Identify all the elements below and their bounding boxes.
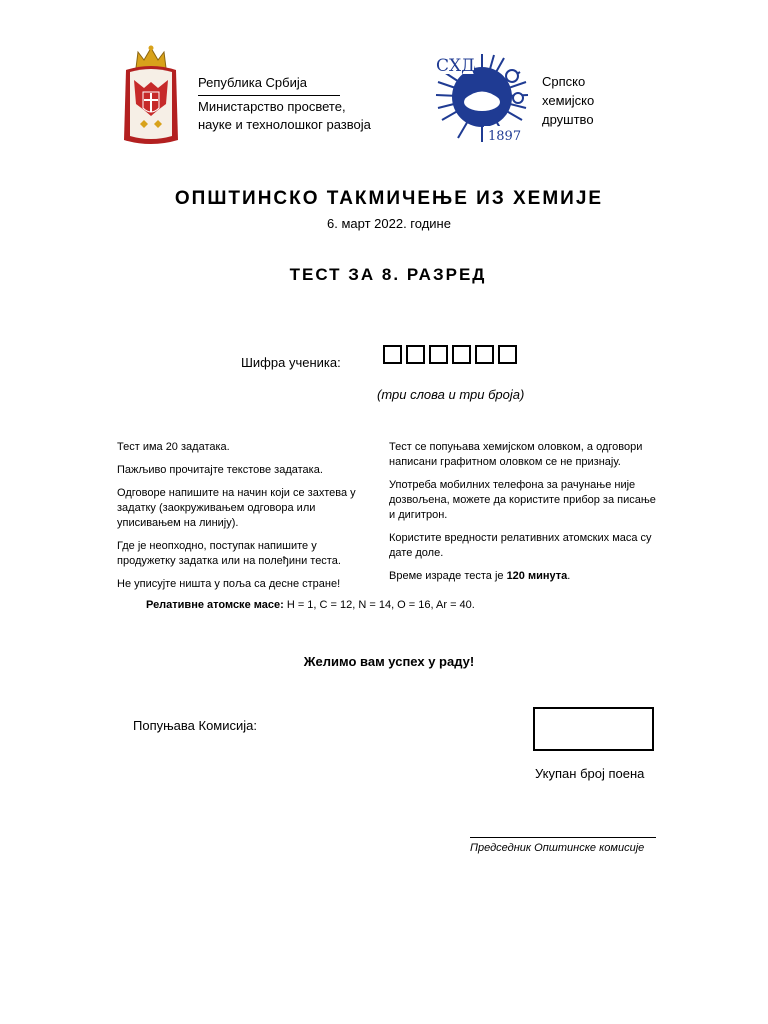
total-points-label: Укупан број поена bbox=[535, 766, 645, 781]
date-label: 6. март 2022. године bbox=[327, 216, 451, 231]
society-label-line2: хемијско bbox=[542, 93, 595, 108]
instruction-item: Тест се попуњава хемијском оловком, а одговори написани графитном оловком се не признају. bbox=[389, 441, 643, 468]
instruction-item: Тест има 20 задатака. bbox=[117, 441, 230, 453]
code-box[interactable] bbox=[429, 345, 448, 364]
instruction-item: Где је неопходно, поступак напишите у продужетку задатка или на полеђини теста. bbox=[117, 540, 341, 567]
commission-label: Попуњава Комисија: bbox=[133, 718, 258, 733]
atomic-masses-label: Релативне атомске масе: bbox=[146, 599, 284, 611]
society-label-line3: друштво bbox=[542, 112, 594, 127]
atomic-masses bbox=[146, 598, 475, 613]
society-label-line1: Српско bbox=[542, 74, 586, 89]
code-box[interactable] bbox=[406, 345, 425, 364]
header-divider bbox=[198, 95, 340, 96]
instruction-item: Пажљиво прочитајте текстове задатака. bbox=[117, 464, 323, 476]
instruction-item: Одговоре напишите на начин који се захтева у задатку (заокруживањем одговора или уписивањем на линију). bbox=[117, 487, 356, 529]
atomic-masses-values: H = 1, C = 12, N = 14, O = 16, Ar = 40. bbox=[286, 599, 475, 611]
ministry-label-line2: науке и технолошког развоја bbox=[198, 117, 371, 132]
signature-caption: Председник Општинске комисије bbox=[470, 842, 645, 854]
total-points-box[interactable] bbox=[533, 707, 654, 751]
student-code-hint: (три слова и три броја) bbox=[377, 387, 525, 402]
instructions-left bbox=[117, 440, 369, 600]
instruction-item: Користите вредности релативних атомских маса су дате доле. bbox=[389, 532, 652, 559]
signature-line bbox=[470, 837, 656, 838]
good-luck-message: Желимо вам успех у раду! bbox=[303, 654, 475, 669]
student-code-label: Шифра ученика: bbox=[241, 355, 341, 370]
serbia-coat-of-arms-icon bbox=[122, 44, 180, 148]
test-grade-title: ТЕСТ ЗА 8. РАЗРЕД bbox=[289, 265, 487, 284]
instructions-right bbox=[389, 440, 657, 592]
republic-label: Република Србија bbox=[198, 75, 307, 90]
logo-text-top: СХД bbox=[436, 56, 475, 76]
code-box[interactable] bbox=[475, 345, 494, 364]
code-box[interactable] bbox=[452, 345, 471, 364]
student-code-boxes[interactable] bbox=[383, 345, 521, 369]
time-note: Време израде теста је 120 минута. bbox=[389, 570, 571, 582]
ministry-label-line1: Министарство просвете, bbox=[198, 99, 346, 114]
logo-text-year: 1897 bbox=[488, 129, 522, 144]
page-title: ОПШТИНСКО ТАКМИЧЕЊЕ ИЗ ХЕМИЈЕ bbox=[174, 188, 604, 209]
code-box[interactable] bbox=[383, 345, 402, 364]
instruction-item: Употреба мобилних телефона за рачунање није дозвољена, можете да користите прибор за писање и дигитрон. bbox=[389, 479, 656, 521]
chemical-society-logo-icon bbox=[432, 50, 532, 144]
code-box[interactable] bbox=[498, 345, 517, 364]
instruction-item: Не уписујте ништа у поља са десне стране! bbox=[117, 578, 341, 590]
time-note-duration: 120 минута bbox=[506, 570, 568, 582]
